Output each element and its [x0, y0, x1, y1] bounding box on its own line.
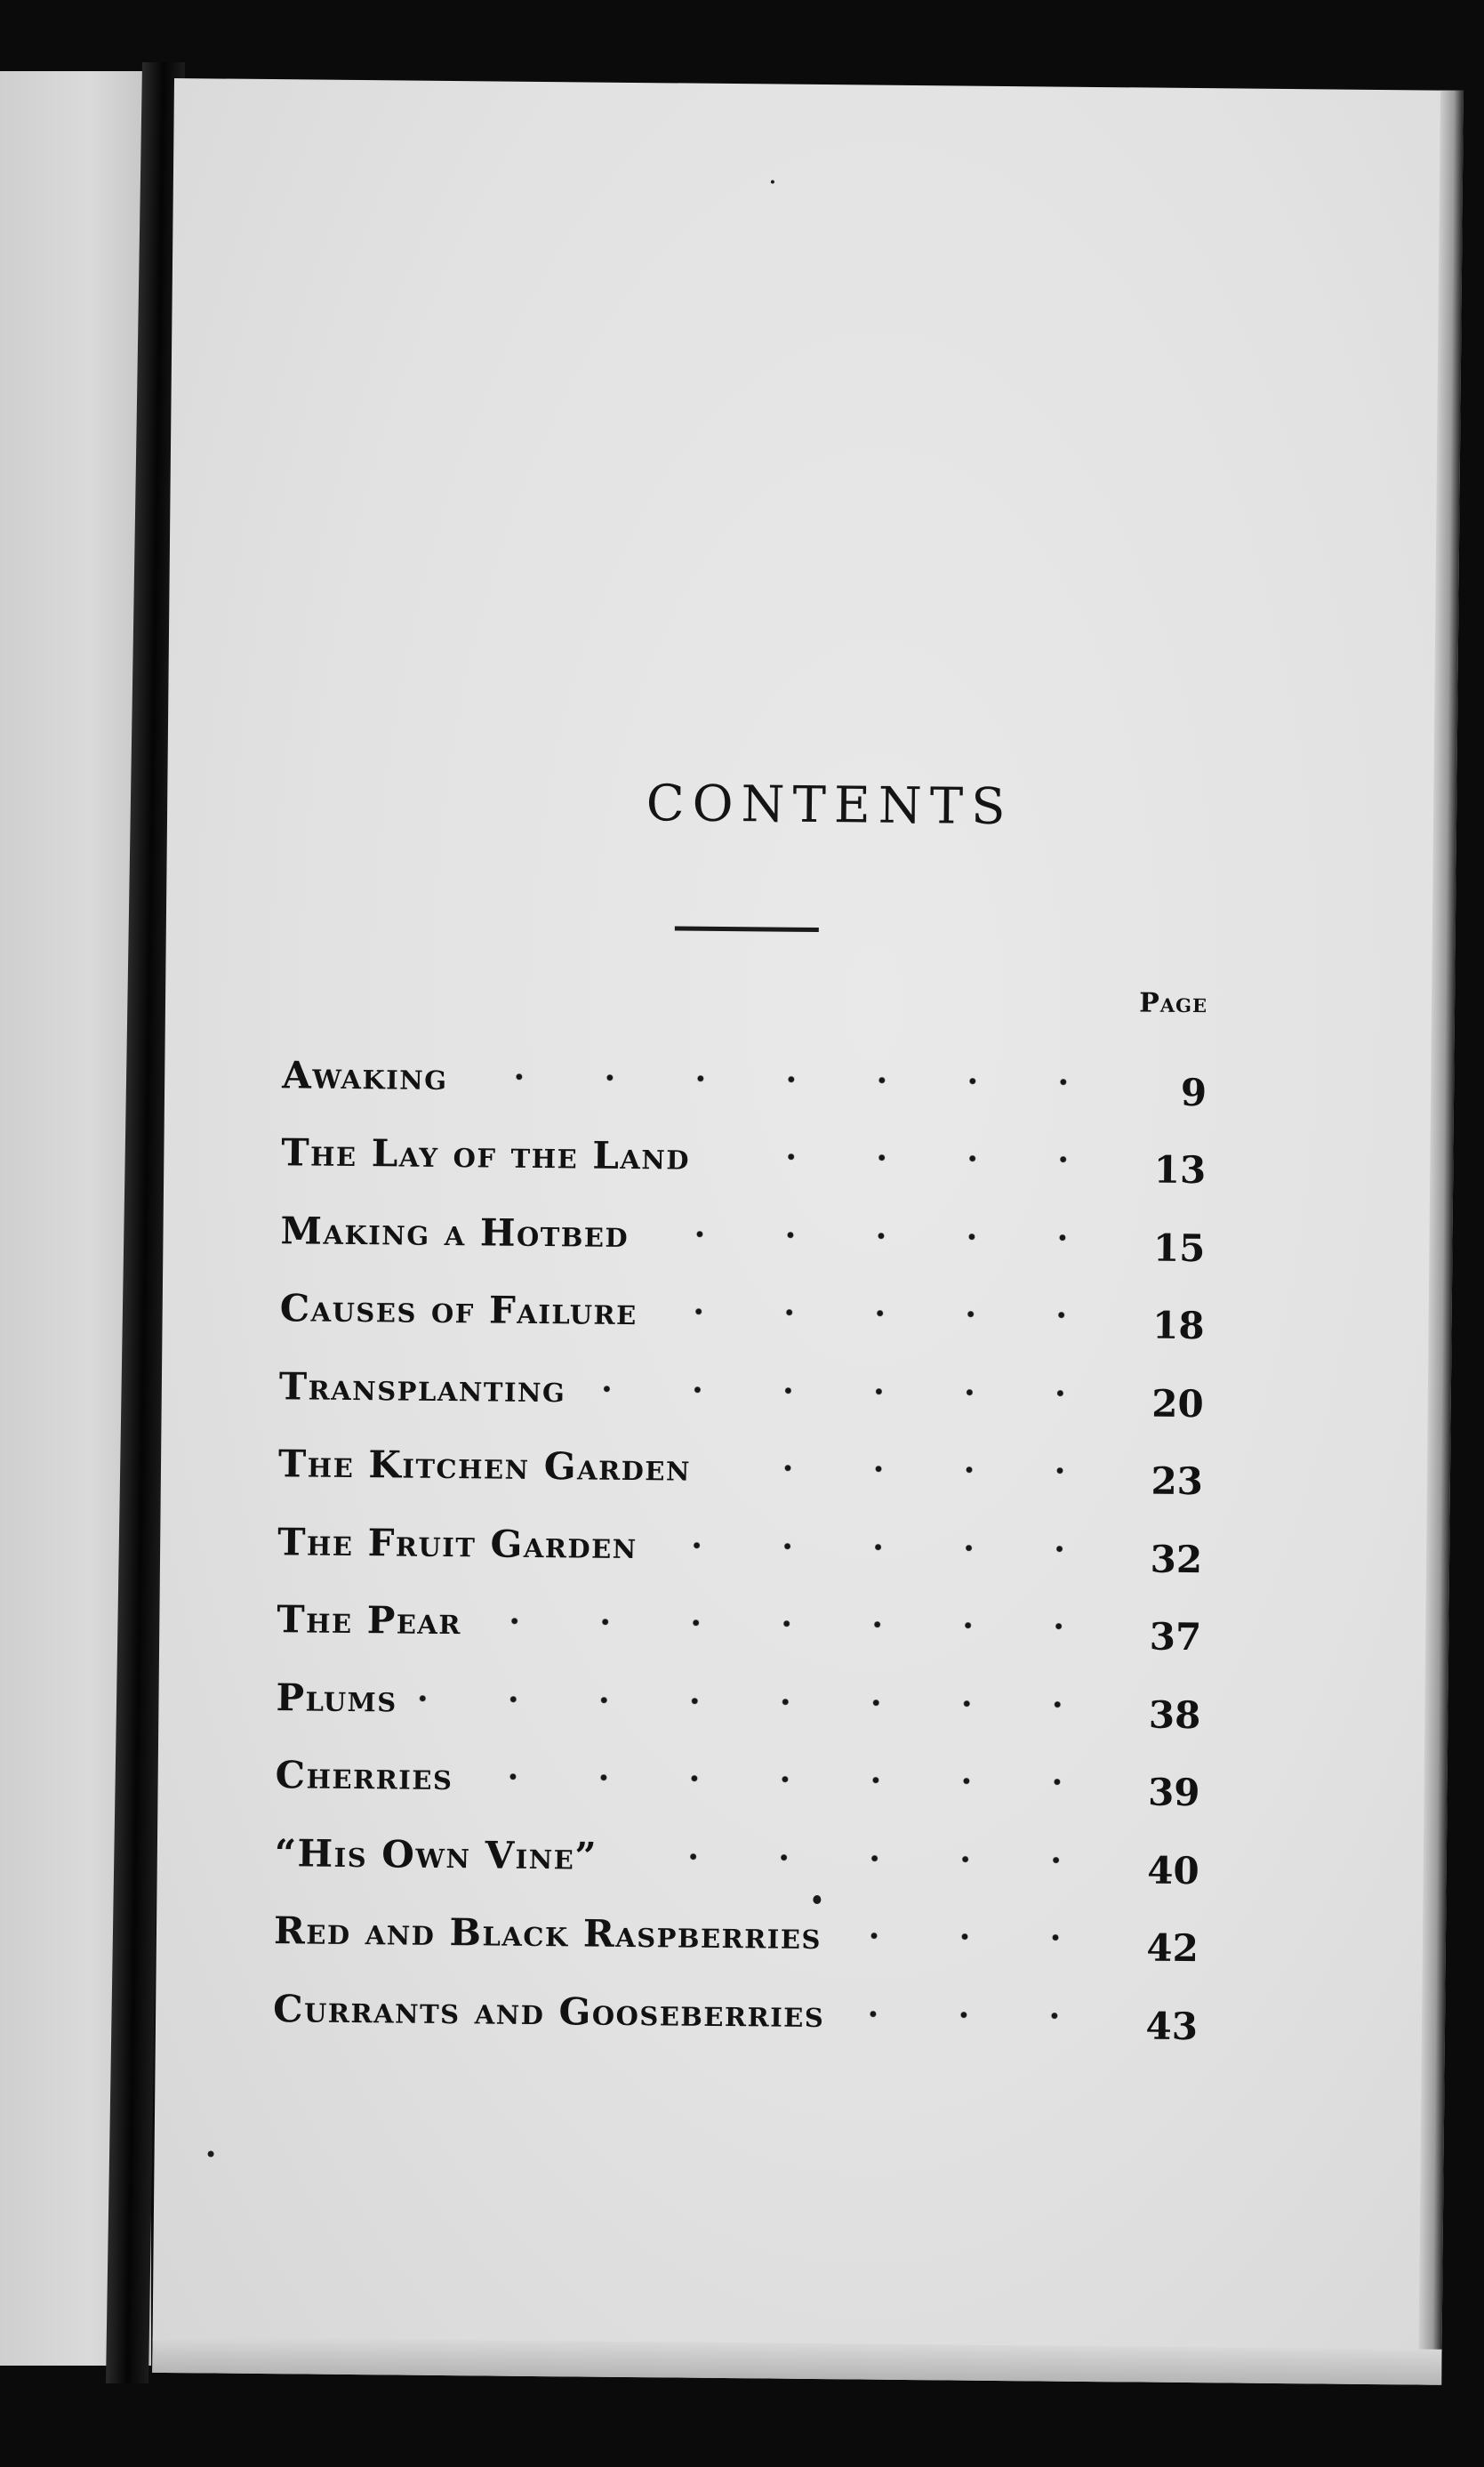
toc-entry-title: The Kitchen Garden	[277, 1442, 692, 1490]
table-of-contents	[272, 979, 1208, 2048]
contents-page	[152, 78, 1464, 2385]
dot-leader	[587, 1373, 1106, 1416]
toc-entry-title: Plums	[276, 1675, 397, 1720]
contents-heading: CONTENTS	[646, 775, 1014, 837]
toc-entry-page: 37	[1149, 1614, 1202, 1659]
toc-entry	[277, 1408, 1204, 1504]
toc-entry	[272, 1952, 1199, 2048]
dot-leader	[474, 1761, 1103, 1804]
toc-entry-title: Making a Hotbed	[280, 1208, 630, 1256]
toc-entry-page: 42	[1146, 1925, 1199, 1971]
dot-leader	[712, 1452, 1105, 1493]
page-bottom-edge	[152, 2337, 1441, 2385]
toc-entry-title: The Fruit Garden	[277, 1519, 638, 1567]
dot-leader	[469, 1061, 1109, 1105]
toc-entry-page: 13	[1153, 1147, 1207, 1193]
toc-entry-title: Cherries	[275, 1753, 453, 1799]
toc-entry	[276, 1641, 1201, 1737]
dot-leader	[659, 1530, 1105, 1571]
toc-entry	[280, 1174, 1206, 1270]
ink-speck	[813, 1895, 821, 1904]
toc-entry-title: “His Own Vine”	[274, 1830, 598, 1878]
toc-entry-title: The Lay of the Land	[281, 1130, 691, 1178]
toc-entry-page: 15	[1152, 1225, 1206, 1270]
toc-entry	[275, 1719, 1200, 1815]
toc-entry-list	[272, 1018, 1207, 2048]
toc-entry-page: 40	[1147, 1848, 1199, 1892]
toc-entry	[277, 1563, 1202, 1659]
toc-entry-page: 23	[1151, 1459, 1204, 1504]
toc-entry	[274, 1796, 1200, 1892]
dot-leader	[619, 1840, 1102, 1882]
toc-entry-title: Transplanting	[278, 1363, 566, 1410]
toc-entry-page: 39	[1147, 1770, 1200, 1815]
page-column-label: Page	[1139, 987, 1208, 1020]
toc-entry	[278, 1330, 1205, 1426]
toc-entry	[277, 1485, 1203, 1581]
ink-speck	[771, 180, 774, 183]
dot-leader	[419, 1683, 1103, 1726]
toc-entry-title: Currants and Gooseberries	[272, 1986, 825, 2036]
dot-leader	[711, 1141, 1109, 1182]
dot-leader	[483, 1605, 1104, 1649]
dot-leader	[650, 1218, 1108, 1260]
dot-leader	[658, 1296, 1106, 1338]
toc-entry-page: 20	[1151, 1381, 1204, 1426]
toc-entry	[279, 1252, 1205, 1348]
dot-leader	[846, 1998, 1100, 2038]
toc-entry-title: Causes of Failure	[279, 1286, 638, 1334]
toc-entry	[281, 1097, 1207, 1193]
dot-leader	[843, 1920, 1101, 1960]
toc-entry-page: 43	[1145, 2004, 1199, 2048]
page-right-edge	[1418, 91, 1464, 2385]
toc-entry-page: 32	[1150, 1537, 1203, 1581]
toc-entry-title: Awaking	[282, 1052, 448, 1098]
toc-entry-page: 38	[1148, 1692, 1201, 1737]
toc-entry	[282, 1018, 1207, 1114]
toc-entry-title: The Pear	[277, 1597, 462, 1643]
toc-entry	[273, 1875, 1199, 1971]
toc-entry-title: Red and Black Raspberries	[273, 1909, 822, 1958]
toc-entry-page: 18	[1151, 1303, 1205, 1348]
toc-entry-page: 9	[1180, 1070, 1207, 1114]
heading-rule	[675, 926, 819, 932]
ink-speck	[208, 2150, 214, 2157]
